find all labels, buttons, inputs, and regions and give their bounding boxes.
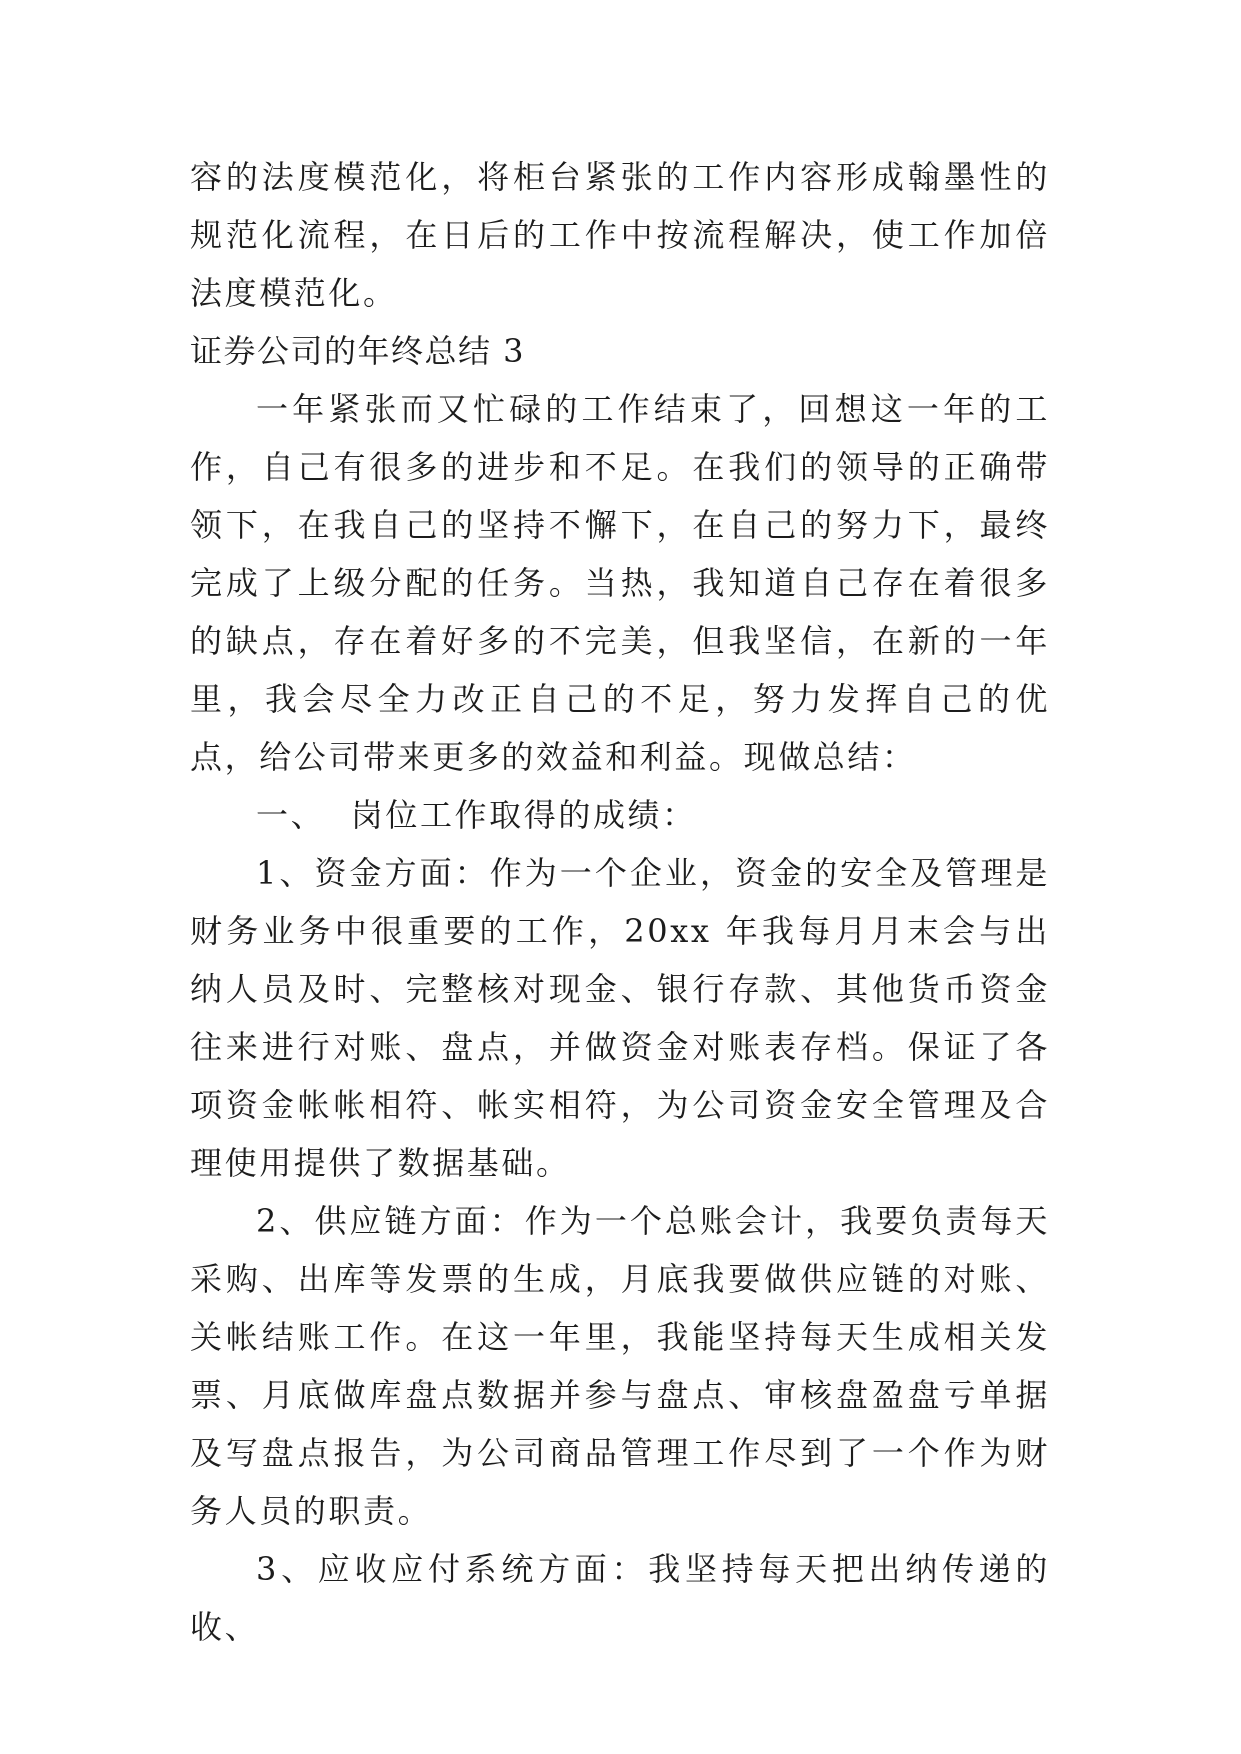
document-page (190, 148, 1050, 1656)
body-paragraph-receivables: 3、应收应付系统方面：我坚持每天把出纳传递的收、 (190, 1550, 1050, 1646)
body-paragraph-intro: 一年紧张而又忙碌的工作结束了，回想这一年的工作，自己有很多的进步和不足。在我们的领导的正确带领下，在我自己的坚持不懈下，在自己的努力下，最终完成了上级分配的任务。当热，我知道自己存在着很多的缺点，存在着好多的不完美，但我坚信，在新的一年里，我会尽全力改正自己的不足，努力发挥自己的优点，给公司带来更多的效益和利益。现做总结： (190, 390, 1050, 776)
body-paragraph-supply-chain: 2、供应链方面：作为一个总账会计，我要负责每天采购、出库等发票的生成，月底我要做供应链的对账、关帐结账工作。在这一年里，我能坚持每天生成相关发票、月底做库盘点数据并参与盘点、审核盘盈盘亏单据及写盘点报告，为公司商品管理工作尽到了一个作为财务人员的职责。 (190, 1202, 1050, 1530)
body-paragraph-heading-1: 一、 岗位工作取得的成绩： (256, 796, 697, 834)
section-title: 证券公司的年终总结 3 (190, 332, 526, 370)
body-paragraph-funds: 1、资金方面：作为一个企业，资金的安全及管理是财务业务中很重要的工作，20xx 年我每月月末会与出纳人员及时、完整核对现金、银行存款、其他货币资金往来进行对账、盘点，并做资金对账表存档。保证了各项资金帐帐相符、帐实相符，为公司资金安全管理及合理使用提供了数据基础。 (190, 854, 1050, 1182)
continuation-paragraph: 容的法度模范化，将柜台紧张的工作内容形成翰墨性的规范化流程，在日后的工作中按流程解决，使工作加倍法度模范化。 (190, 158, 1050, 312)
